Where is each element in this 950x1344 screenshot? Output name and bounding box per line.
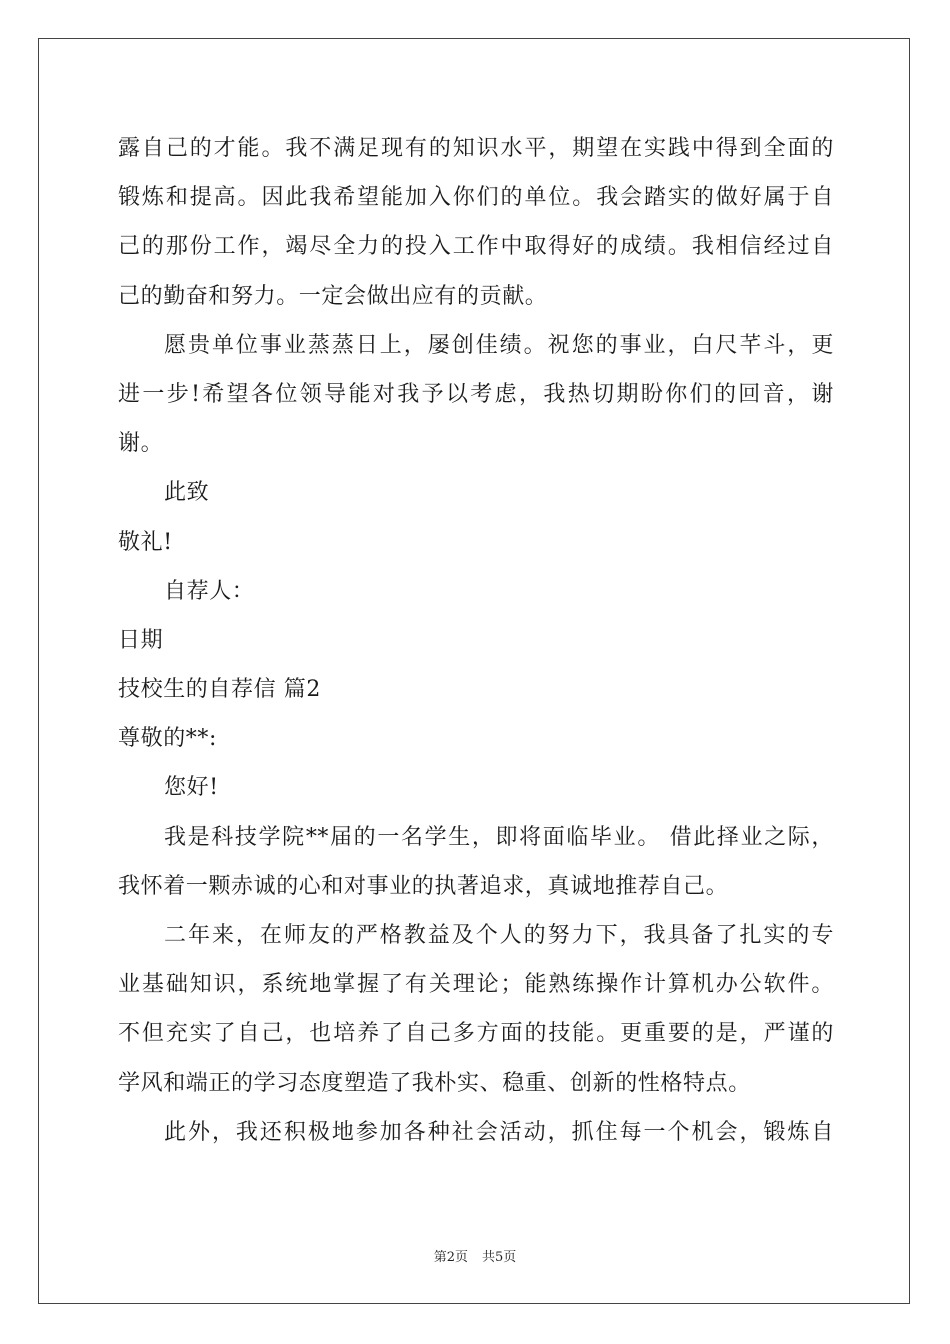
text-line: 谢。 [118,431,164,457]
text-line: 我是科技学院**届的一名学生，即将面临毕业。 借此择业之际， [164,824,834,850]
text-line: 锻炼和提高。因此我希望能加入你们的单位。我会踏实的做好属于自 [118,185,834,211]
text-line: 己的勤奋和努力。一定会做出应有的贡献。 [118,283,548,309]
greeting-recipient: 尊敬的**: [118,726,218,752]
text-line: 学风和端正的学习态度塑造了我朴实、稳重、创新的性格特点。 [118,1070,751,1096]
text-line: 进一步!希望各位领导能对我予以考虑，我热切期盼你们的回音，谢 [118,381,834,407]
text-line: 露自己的才能。我不满足现有的知识水平，期望在实践中得到全面的 [118,136,834,161]
text-line: 己的那份工作，竭尽全力的投入工作中取得好的成绩。我相信经过自 [118,234,834,260]
page-total: 共5页 [482,1250,517,1265]
page-footer [0,1246,950,1265]
document-body [118,124,834,1157]
closing-salutation: 此致 [164,480,210,506]
text-line: 业基础知识，系统地掌握了有关理论；能熟练操作计算机办公软件。 [118,972,834,998]
closing-respect: 敬礼! [118,529,173,555]
date-label: 日期 [118,627,164,653]
section-heading: 技校生的自荐信 篇2 [118,677,321,703]
text-line: 不但充实了自己，也培养了自己多方面的技能。更重要的是，严谨的 [118,1021,834,1047]
text-line: 愿贵单位事业蒸蒸日上，屡创佳绩。祝您的事业，白尺芊斗，更 [164,332,834,358]
text-line: 二年来，在师友的严格教益及个人的努力下，我具备了扎实的专 [164,923,834,948]
page-number: 第2页 [433,1250,468,1265]
text-line: 此外，我还积极地参加各种社会活动，抓住每一个机会，锻炼自 [164,1119,834,1145]
text-line: 我怀着一颗赤诚的心和对事业的执著追求，真诚地推荐自己。 [118,873,729,899]
greeting: 您好! [164,775,219,801]
signature-label: 自荐人： [164,578,255,604]
